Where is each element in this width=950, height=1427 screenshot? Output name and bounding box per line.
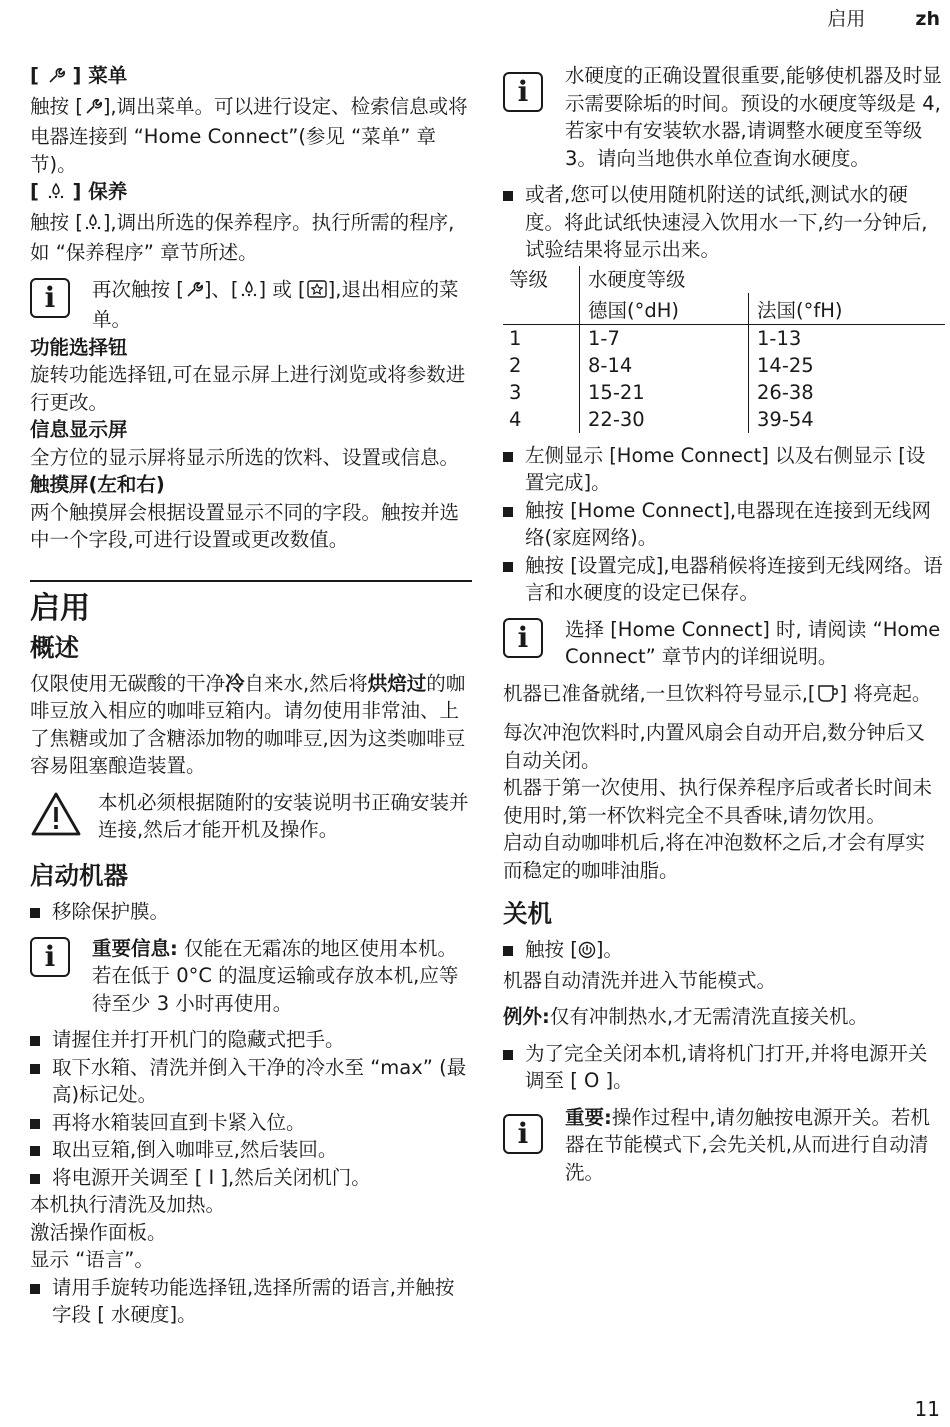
overview-text: 仅限使用无碳酸的干净冷自来水,然后将烘焙过的咖啡豆放入相应的咖啡豆箱内。请勿使用非常油、上了焦糖或加了含糖添加物的咖啡豆,因为这类咖啡豆容易阻塞酿造装置。 [30, 671, 466, 777]
wrench-icon [46, 65, 66, 93]
ready-text: 机器已准备就绪,一旦饮料符号显示,[ ] 将亮起。 [503, 680, 943, 711]
table-header-fr: 法国(°fH) [749, 293, 946, 325]
touch-title: 触摸屏(左和右) [30, 473, 165, 496]
list-item: 取下水箱、清洗并倒入干净的冷水至 “max” (最高)标记处。 [30, 1054, 472, 1109]
table-row: 3 15-21 26-38 [503, 379, 945, 406]
list-item: 为了完全关闭本机,请将机门打开,并将电源开关调至 [ O ]。 [503, 1040, 943, 1095]
section-title: 启用 [30, 590, 90, 626]
list-item: 触按 [设置完成],电器稍候将连接到无线网络。语言和水硬度的设定已保存。 [503, 552, 943, 607]
table-header-de: 德国(°dH) [580, 293, 749, 325]
page-number: 11 [914, 1397, 940, 1421]
note-exit-text: 再次触按 [ ]、[ ] 或 [ ],退出相应的菜单。 [92, 277, 459, 331]
warning-icon [30, 819, 82, 842]
info-icon: i [503, 618, 543, 658]
care-icon [46, 181, 66, 209]
left-column [30, 62, 472, 1329]
wrench-icon [184, 279, 204, 307]
start-title: 启动机器 [30, 861, 128, 890]
list-item: 左侧显示 [Home Connect] 以及右侧显示 [设置完成]。 [503, 442, 943, 497]
list-item: 或者,您可以使用随机附送的试纸,测试水的硬度。将此试纸快速浸入饮用水一下,约一分钟后,试验结果将显示出来。 [503, 181, 943, 264]
off-title: 关机 [503, 899, 552, 928]
menu-title: 菜单 [88, 64, 128, 87]
menu-heading: [ ] 菜单 [30, 62, 472, 93]
important-power-note [503, 1104, 943, 1187]
power-icon [578, 939, 596, 967]
warning-note [30, 789, 472, 845]
list-item: 再将水箱装回直到卡紧入位。 [30, 1109, 472, 1137]
start-line-2: 激活操作面板。 [30, 1220, 167, 1244]
care-title: 保养 [88, 180, 128, 203]
home-connect-note-text: 选择 [Home Connect] 时, 请阅读 “Home Connect” 章节内的详细说明。 [565, 617, 941, 668]
home-connect-note [503, 616, 943, 671]
first-use-text: 机器于第一次使用、执行保养程序后或者长时间未使用时,第一杯饮料完全不具香味,请勿饮用。 [503, 776, 933, 827]
table-row: 4 22-30 39-54 [503, 406, 945, 433]
exception-text: 例外:仅有冲制热水,才无需清洗直接关机。 [503, 1005, 869, 1028]
table-row: 1 1-7 1-13 [503, 324, 945, 352]
display-text: 全方位的显示屏将显示所选的饮料、设置或信息。 [30, 445, 460, 469]
care-text: 触按 [ ],调出所选的保养程序。执行所需的程序,如 “保养程序” 章节所述。 [30, 210, 455, 264]
list-item: 请用手旋转功能选择钮,选择所需的语言,并触按字段 [ 水硬度]。 [30, 1274, 472, 1329]
off-line-1: 机器自动清洗并进入节能模式。 [503, 968, 777, 992]
hardness-note [503, 62, 943, 172]
start-line-1: 本机执行清洗及加热。 [30, 1193, 226, 1216]
note-exit-menu [30, 276, 472, 334]
right-column [503, 62, 943, 1186]
list-item: 取出豆箱,倒入咖啡豆,然后装回。 [30, 1136, 472, 1164]
overview-title: 概述 [30, 632, 79, 662]
wrench-icon [83, 96, 103, 124]
important-text: 重要信息: 仅能在无霜冻的地区使用本机。若在低于 0°C 的温度运输或存放本机,应等待至少 3 小时再使用。 [92, 936, 459, 1015]
list-item: 触按 [Home Connect],电器现在连接到无线网络(家庭网络)。 [503, 497, 943, 552]
info-icon: i [503, 72, 543, 112]
table-header-level: 等级 [509, 267, 549, 291]
list-item: 触按 [ ]。 [503, 936, 943, 967]
crema-text: 启动自动咖啡机后,将在冲泡数杯之后,才会有厚实而稳定的咖啡油脂。 [503, 831, 925, 882]
menu-text: 触按 [ ],调出菜单。可以进行设定、检索信息或将电器连接到 “Home Connect”(参见 “菜单” 章节)。 [30, 94, 468, 176]
fan-text: 每次冲泡饮料时,内置风扇会自动开启,数分钟后又自动关闭。 [503, 721, 925, 772]
hardness-table [503, 266, 945, 433]
care-icon [83, 212, 103, 240]
header-language: zh [915, 8, 940, 30]
touch-text: 两个触摸屏会根据设置显示不同的字段。触按并选中一个字段,可进行设置或更改数值。 [30, 500, 460, 551]
start-line-3: 显示 “语言”。 [30, 1248, 154, 1271]
list-item: 请握住并打开机门的隐藏式把手。 [30, 1026, 472, 1054]
page-header [827, 4, 940, 31]
cup-icon [816, 683, 840, 711]
display-title: 信息显示屏 [30, 418, 128, 441]
hardness-note-text: 水硬度的正确设置很重要,能够使机器及时显示需要除垢的时间。预设的水硬度等级是 4,若家中有安装软水器,请调整水硬度至等级 3。请向当地供水单位查询水硬度。 [565, 64, 942, 170]
favorites-icon [306, 279, 328, 307]
table-row: 2 8-14 14-25 [503, 352, 945, 379]
care-icon [239, 279, 259, 307]
care-heading: [ ] 保养 [30, 178, 472, 209]
selector-title: 功能选择钮 [30, 335, 128, 359]
important-power-text: 重要:操作过程中,请勿触按电源开关。若机器在节能模式下,会先关机,从而进行自动清洗。 [565, 1105, 931, 1184]
list-item: 将电源开关调至 [ I ],然后关闭机门。 [30, 1164, 472, 1192]
list-item: 移除保护膜。 [30, 898, 472, 926]
header-section: 启用 [827, 8, 866, 30]
important-note [30, 935, 472, 1018]
info-icon: i [30, 278, 70, 318]
info-icon: i [503, 1114, 543, 1154]
info-icon: i [30, 937, 70, 977]
warning-text: 本机必须根据随附的安装说明书正确安装并连接,然后才能开机及操作。 [98, 790, 469, 841]
table-header-hardness: 水硬度等级 [580, 266, 946, 293]
selector-text: 旋转功能选择钮,可在显示屏上进行浏览或将参数进行更改。 [30, 363, 466, 414]
